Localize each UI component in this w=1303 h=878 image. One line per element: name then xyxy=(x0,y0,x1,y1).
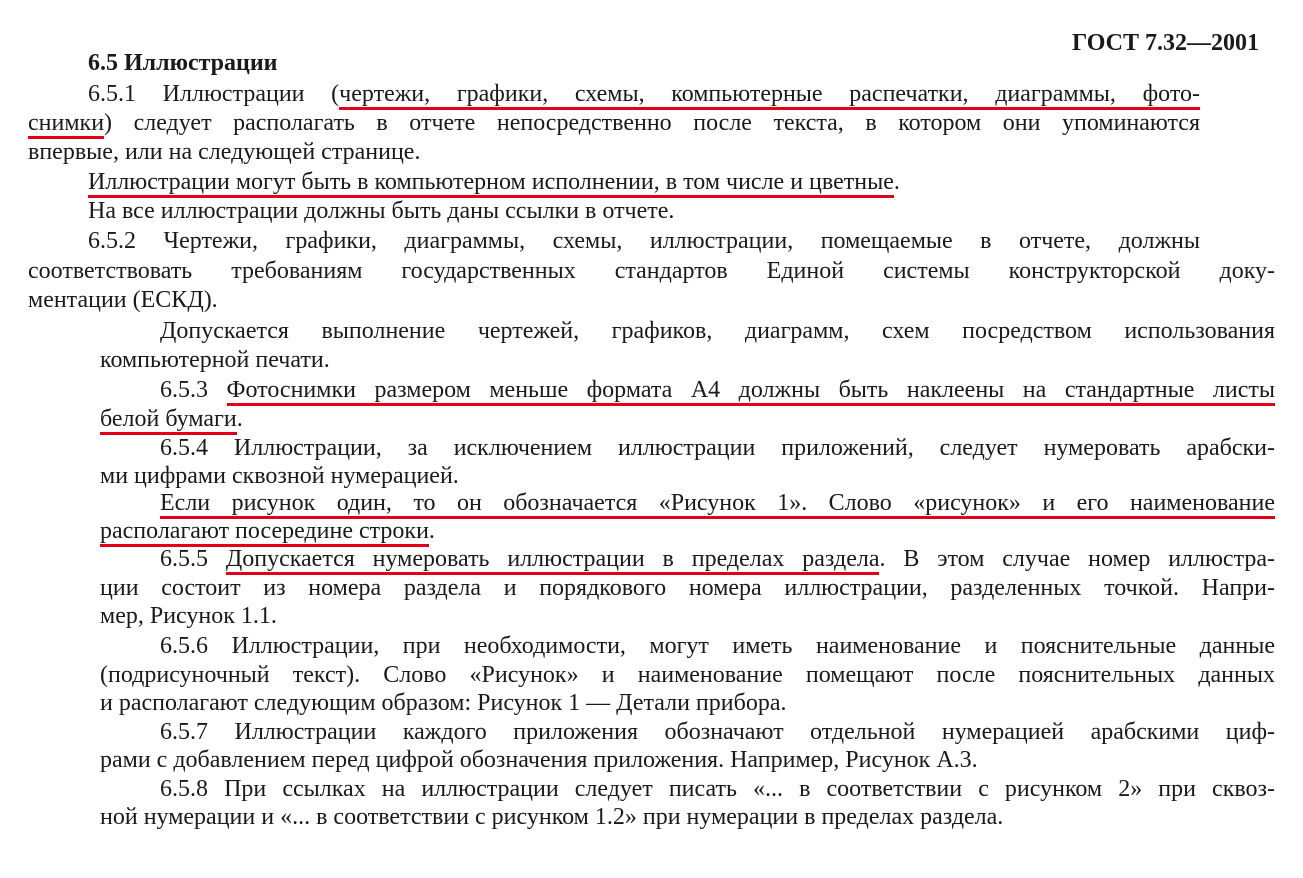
underlined-text: Иллюстрации могут быть в компьютерном исполнении, в том числе и цветные xyxy=(88,169,894,198)
paragraph-line xyxy=(28,108,1200,138)
text-span: 6.5.3 xyxy=(160,377,227,403)
paragraph-line: и располагают следующим образом: Рисунок 1 — Детали прибора. xyxy=(100,690,787,716)
paragraph-line: ной нумерации и «... в соответствии с рисунком 1.2» при нумерации в пределах раздела. xyxy=(100,804,1004,830)
paragraph-line: 6.5.2 Чертежи, графики, диаграммы, схемы, иллюстрации, помещаемые в отчете, должны xyxy=(88,228,1200,254)
text-span: . xyxy=(236,406,243,432)
paragraph-line xyxy=(100,404,1275,434)
paragraph-line xyxy=(88,79,1200,109)
paragraph-line: впервые, или на следующей странице. xyxy=(28,139,421,165)
paragraph-line: мер, Рисунок 1.1. xyxy=(100,603,277,629)
text-span: 6.5.1 Иллюстрации ( xyxy=(88,81,340,107)
paragraph-line xyxy=(88,167,1200,197)
paragraph-line: компьютерной печати. xyxy=(100,347,330,373)
paragraph-line: ми цифрами сквозной нумерацией. xyxy=(100,463,459,489)
paragraph-line: Допускается выполнение чертежей, графиков, диаграмм, схем посредством использования xyxy=(160,318,1275,344)
underlined-text: Если рисунок один, то он обозначается «Рисунок 1». Слово «рисунок» и его наименование xyxy=(160,490,1275,519)
underlined-text: Фотоснимки размером меньше формата А4 должны быть наклеены на стандартные листы xyxy=(227,377,1276,406)
paragraph-line xyxy=(160,375,1275,405)
text-span: ) следует располагать в отчете непосредственно после текста, в котором они упоминаются xyxy=(104,110,1200,136)
text-span: . xyxy=(428,518,435,544)
paragraph-line xyxy=(100,516,1275,546)
paragraph-line: На все иллюстрации должны быть даны ссылки в отчете. xyxy=(88,198,675,224)
paragraph-line: 6.5.7 Иллюстрации каждого приложения обозначают отдельной нумерацией арабскими циф- xyxy=(160,719,1275,745)
paragraph-line: 6.5.8 При ссылках на иллюстрации следует писать «... в соответствии с рисунком 2» при сквоз- xyxy=(160,776,1275,802)
paragraph-line: рами с добавлением перед цифрой обозначения приложения. Например, Рисунок А.3. xyxy=(100,747,978,773)
paragraph-line xyxy=(160,488,1275,518)
paragraph-line xyxy=(160,544,1275,574)
paragraph-line: 6.5.6 Иллюстрации, при необходимости, могут иметь наименование и пояснительные данные xyxy=(160,633,1275,659)
paragraph-line: 6.5.4 Иллюстрации, за исключением иллюстрации приложений, следует нумеровать арабски- xyxy=(160,435,1275,461)
text-span: . В этом случае номер иллюстра- xyxy=(879,546,1276,572)
paragraph-line: ции состоит из номера раздела и порядкового номера иллюстрации, разделенных точкой. Напри- xyxy=(100,575,1275,601)
paragraph-line: ментации (ЕСКД). xyxy=(28,287,218,313)
underlined-text: Допускается нумеровать иллюстрации в пределах раздела xyxy=(226,546,880,575)
section-title: 6.5 Иллюстрации xyxy=(88,50,278,76)
paragraph-line: соответствовать требованиям государственных стандартов Единой системы конструкторской доку- xyxy=(28,258,1275,284)
text-span: 6.5.5 xyxy=(160,546,226,572)
underlined-text: снимки xyxy=(28,110,104,139)
text-span: . xyxy=(893,169,900,195)
underlined-text: располагают посередине строки xyxy=(100,518,429,547)
underlined-text: белой бумаги xyxy=(100,406,237,435)
underlined-text: чертежи, графики, схемы, компьютерные распечатки, диаграммы, фото- xyxy=(339,81,1200,110)
standard-header: ГОСТ 7.32—2001 xyxy=(1072,30,1259,56)
paragraph-line: (подрисуночный текст). Слово «Рисунок» и наименование помещают после пояснительных данных xyxy=(100,662,1275,688)
